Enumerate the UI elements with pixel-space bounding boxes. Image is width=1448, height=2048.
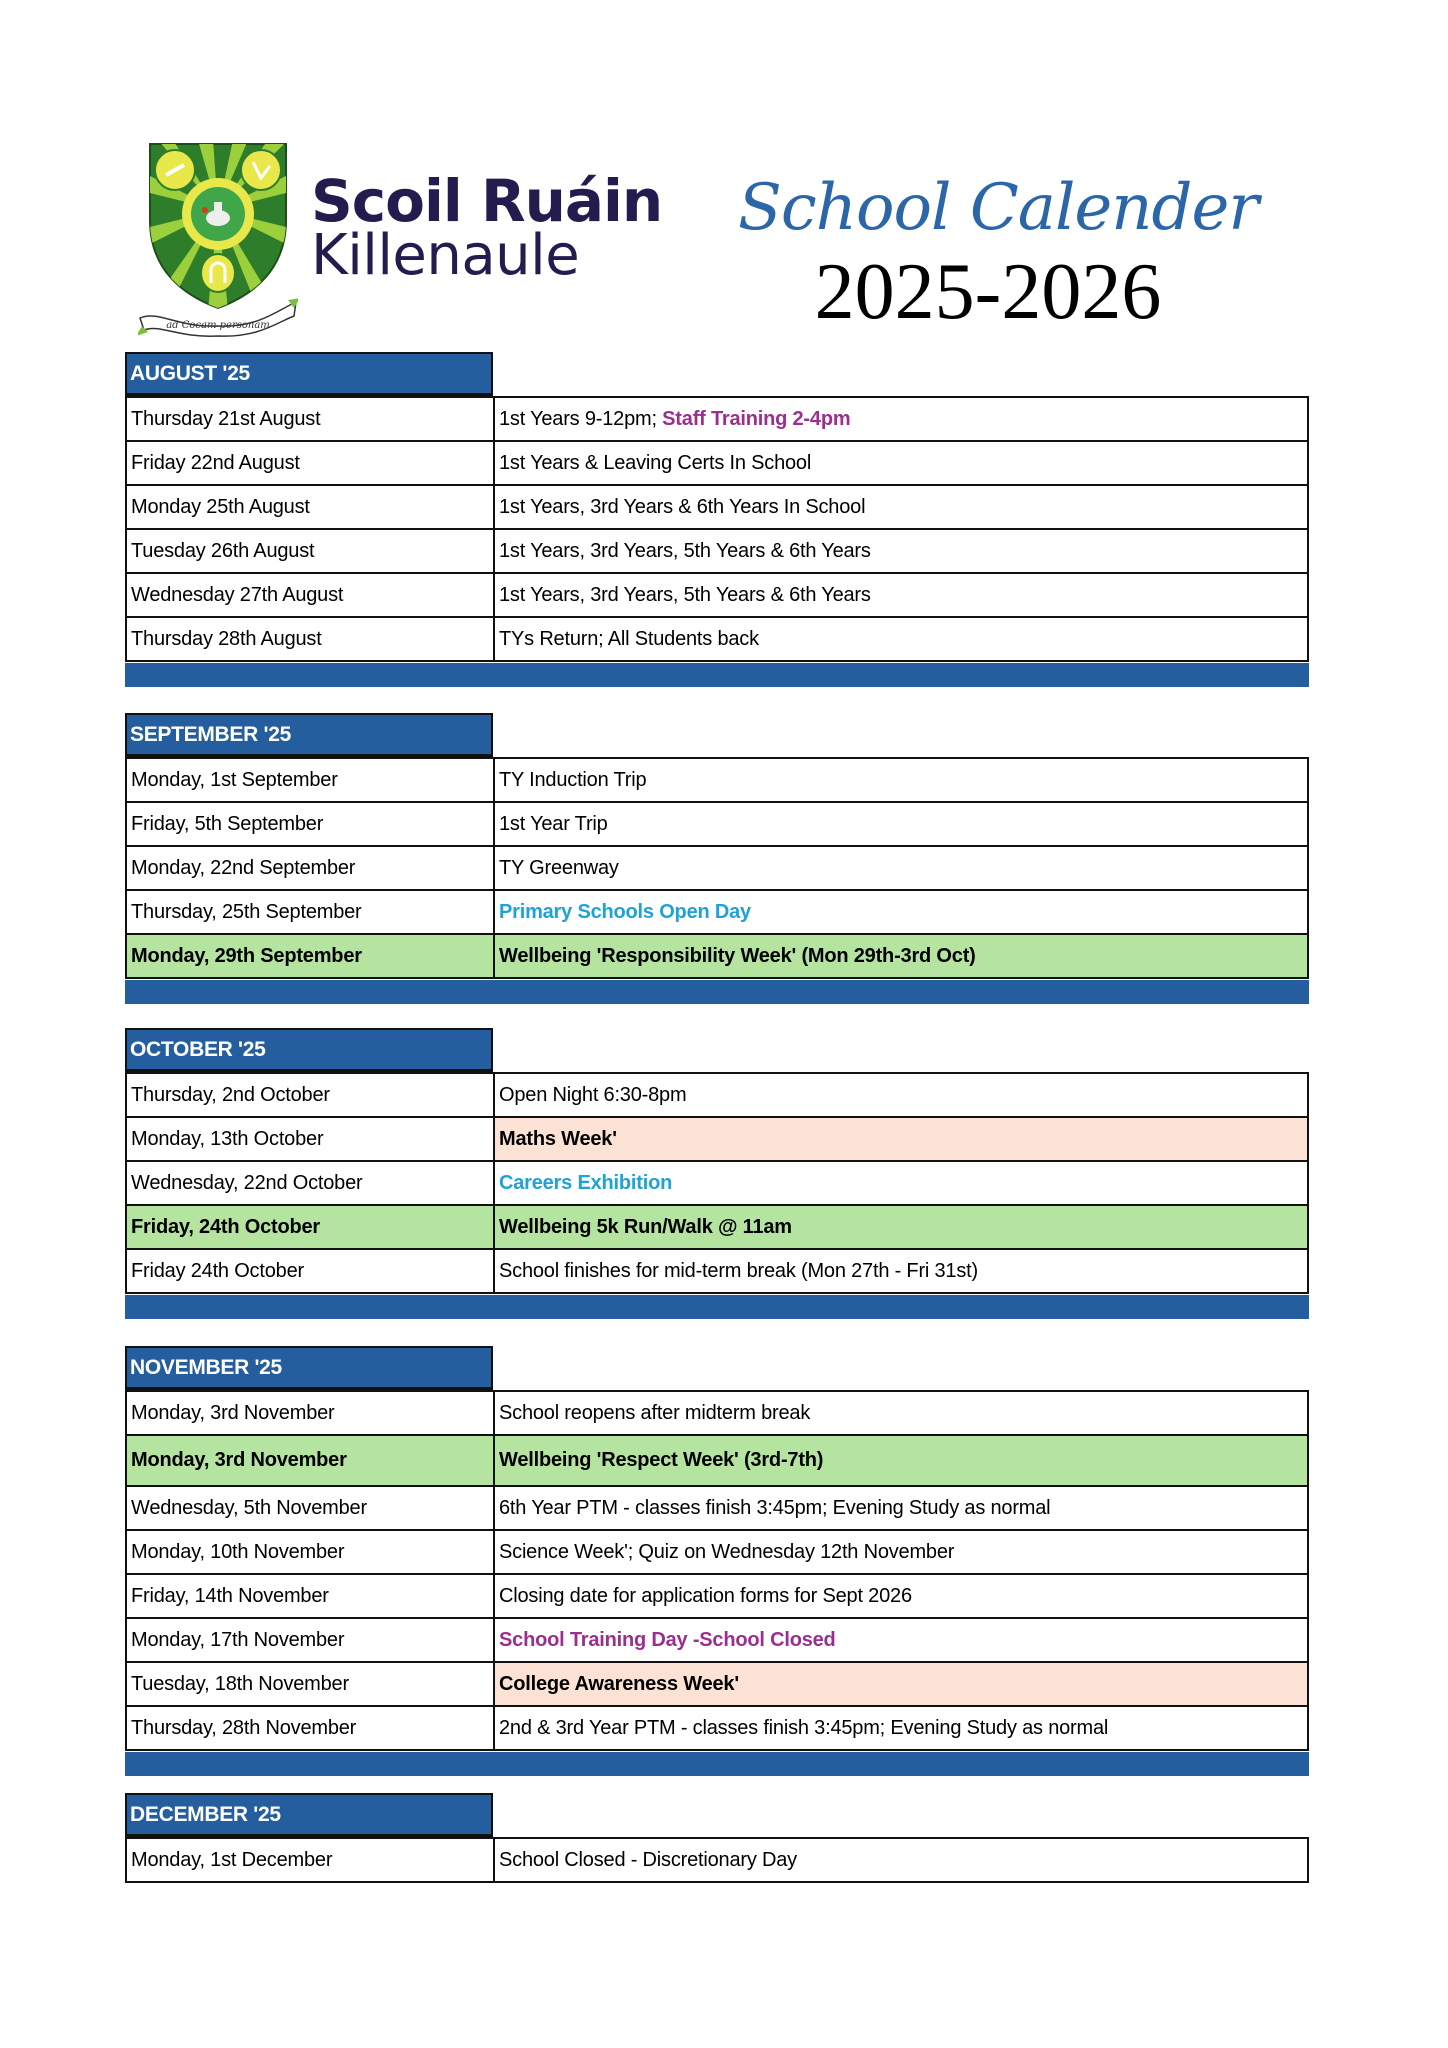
calendar-year: 2025-2026 — [814, 248, 1162, 336]
event-date: Thursday 21st August — [126, 397, 494, 441]
event-description: 1st Years & Leaving Certs In School — [494, 441, 1308, 485]
table-row — [126, 1249, 1308, 1293]
table-row — [126, 846, 1308, 890]
events-table — [125, 1072, 1309, 1294]
month-section-september — [125, 713, 1309, 1004]
event-description: Open Night 6:30-8pm — [494, 1073, 1308, 1117]
event-description: Closing date for application forms for Sept 2026 — [494, 1574, 1308, 1618]
table-row — [126, 441, 1308, 485]
month-footer-bar — [125, 1295, 1309, 1319]
event-date: Monday, 10th November — [126, 1530, 494, 1574]
event-date: Friday, 24th October — [126, 1205, 494, 1249]
table-row — [126, 1073, 1308, 1117]
event-date: Wednesday, 22nd October — [126, 1161, 494, 1205]
month-footer-bar — [125, 1752, 1309, 1776]
event-date: Tuesday, 18th November — [126, 1662, 494, 1706]
table-row — [126, 758, 1308, 802]
event-date: Monday, 3rd November — [126, 1391, 494, 1435]
table-row — [126, 1391, 1308, 1435]
table-row — [126, 890, 1308, 934]
shield-icon — [138, 140, 298, 340]
event-description: Wellbeing 5k Run/Walk @ 11am — [494, 1205, 1308, 1249]
event-description — [494, 397, 1308, 441]
event-date: Monday, 3rd November — [126, 1435, 494, 1486]
table-row — [126, 617, 1308, 661]
motto-text: ad Cocam personam — [166, 320, 270, 331]
event-description: 1st Years, 3rd Years, 5th Years & 6th Years — [494, 529, 1308, 573]
table-row — [126, 1530, 1308, 1574]
month-header: NOVEMBER '25 — [125, 1346, 493, 1390]
event-description: School Training Day -School Closed — [494, 1618, 1308, 1662]
event-description: 1st Years, 3rd Years, 5th Years & 6th Years — [494, 573, 1308, 617]
table-row-wellbeing — [126, 1205, 1308, 1249]
table-row — [126, 1618, 1308, 1662]
event-date: Thursday, 28th November — [126, 1706, 494, 1750]
event-description: Wellbeing 'Responsibility Week' (Mon 29th-3rd Oct) — [494, 934, 1308, 978]
event-description: TY Induction Trip — [494, 758, 1308, 802]
event-date: Monday, 1st December — [126, 1838, 494, 1882]
month-header: OCTOBER '25 — [125, 1028, 493, 1072]
month-header: AUGUST '25 — [125, 352, 493, 396]
events-table — [125, 396, 1309, 662]
event-text: 1st Years 9-12pm; — [499, 407, 663, 430]
event-date: Monday 25th August — [126, 485, 494, 529]
event-description: 6th Year PTM - classes finish 3:45pm; Evening Study as normal — [494, 1486, 1308, 1530]
table-row — [126, 1117, 1308, 1161]
event-description: TY Greenway — [494, 846, 1308, 890]
event-highlight: Staff Training 2-4pm — [662, 407, 851, 430]
event-date: Friday, 5th September — [126, 802, 494, 846]
school-location: Killenaule — [311, 223, 580, 288]
event-description: 1st Years, 3rd Years & 6th Years In School — [494, 485, 1308, 529]
events-table — [125, 757, 1309, 979]
event-description: College Awareness Week' — [494, 1662, 1308, 1706]
calendar-title: School Calender — [738, 171, 1258, 245]
table-row — [126, 1486, 1308, 1530]
table-row — [126, 802, 1308, 846]
event-date: Thursday, 25th September — [126, 890, 494, 934]
table-row — [126, 1662, 1308, 1706]
events-table — [125, 1837, 1309, 1883]
month-section-august — [125, 352, 1309, 687]
event-description: School reopens after midterm break — [494, 1391, 1308, 1435]
event-date: Monday, 22nd September — [126, 846, 494, 890]
event-date: Wednesday 27th August — [126, 573, 494, 617]
event-description: School finishes for mid-term break (Mon 27th - Fri 31st) — [494, 1249, 1308, 1293]
table-row — [126, 1574, 1308, 1618]
school-name-line1: Scoil Ruáin — [311, 167, 663, 235]
month-footer-bar — [125, 663, 1309, 687]
table-row — [126, 1706, 1308, 1750]
month-section-november — [125, 1346, 1309, 1776]
school-name — [311, 167, 663, 288]
event-description: Maths Week' — [494, 1117, 1308, 1161]
event-date: Friday 24th October — [126, 1249, 494, 1293]
events-table — [125, 1390, 1309, 1751]
event-date: Wednesday, 5th November — [126, 1486, 494, 1530]
table-row — [126, 485, 1308, 529]
event-description: Careers Exhibition — [494, 1161, 1308, 1205]
event-date: Monday, 13th October — [126, 1117, 494, 1161]
page-title — [738, 171, 1258, 336]
table-row — [126, 1838, 1308, 1882]
event-date: Monday, 1st September — [126, 758, 494, 802]
event-date: Monday, 17th November — [126, 1618, 494, 1662]
month-footer-bar — [125, 980, 1309, 1004]
event-description: Wellbeing 'Respect Week' (3rd-7th) — [494, 1435, 1308, 1486]
event-description: Science Week'; Quiz on Wednesday 12th November — [494, 1530, 1308, 1574]
event-date: Friday, 14th November — [126, 1574, 494, 1618]
event-description: TYs Return; All Students back — [494, 617, 1308, 661]
table-row — [126, 529, 1308, 573]
event-description: Primary Schools Open Day — [494, 890, 1308, 934]
table-row-wellbeing — [126, 1435, 1308, 1486]
event-date: Friday 22nd August — [126, 441, 494, 485]
month-section-december — [125, 1793, 1309, 1883]
event-description: 2nd & 3rd Year PTM - classes finish 3:45pm; Evening Study as normal — [494, 1706, 1308, 1750]
event-date: Tuesday 26th August — [126, 529, 494, 573]
month-section-october — [125, 1028, 1309, 1319]
event-description: 1st Year Trip — [494, 802, 1308, 846]
month-header: SEPTEMBER '25 — [125, 713, 493, 757]
table-row — [126, 573, 1308, 617]
table-row — [126, 397, 1308, 441]
school-crest-logo — [138, 140, 298, 340]
event-date: Monday, 29th September — [126, 934, 494, 978]
event-date: Thursday, 2nd October — [126, 1073, 494, 1117]
event-description: School Closed - Discretionary Day — [494, 1838, 1308, 1882]
event-date: Thursday 28th August — [126, 617, 494, 661]
month-header: DECEMBER '25 — [125, 1793, 493, 1837]
table-row — [126, 1161, 1308, 1205]
table-row-wellbeing — [126, 934, 1308, 978]
